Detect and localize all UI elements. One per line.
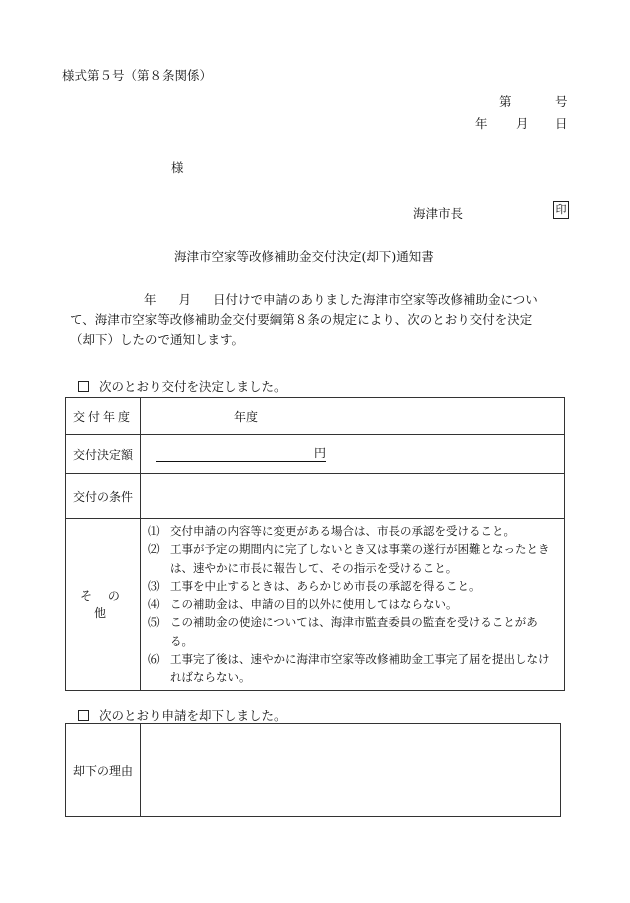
body-day-text: 日付けで申請のありました海津市空家等改修補助金につい xyxy=(213,292,538,307)
condition-number: ⑸ xyxy=(148,615,160,630)
condition-number: ⑵ xyxy=(148,542,160,557)
date-month: 月 xyxy=(516,116,529,131)
seal-mark: 印 xyxy=(553,201,569,219)
body-line-3: （却下）したので通知します。 xyxy=(70,332,245,347)
other-label: そ の 他 xyxy=(66,519,141,691)
reject-table xyxy=(65,723,561,817)
grant-heading-text: 次のとおり交付を決定しました。 xyxy=(99,379,287,394)
condition-text: 交付申請の内容等に変更がある場合は、市長の承認を受けること。 xyxy=(170,524,515,538)
grant-amount-cell[interactable] xyxy=(141,435,565,474)
number-suffix: 号 xyxy=(555,94,568,109)
body-month: 月 xyxy=(178,292,192,307)
grant-amount-value: 円 xyxy=(156,446,326,462)
document-title: 海津市空家等改修補助金交付決定(却下)通知書 xyxy=(174,249,434,264)
reject-section-heading xyxy=(78,706,287,724)
condition-text: 工事完了後は、速やかに海津市空家等改修補助金工事完了届を提出しなければならない。 xyxy=(170,652,550,685)
date-year: 年 xyxy=(475,116,488,131)
condition-number: ⑶ xyxy=(148,578,160,593)
grant-conditions-cell[interactable] xyxy=(141,474,565,519)
grant-conditions-label: 交付の条件 xyxy=(66,474,141,519)
condition-text: この補助金は、申請の目的以外に使用してはならない。 xyxy=(170,597,458,612)
grant-table xyxy=(65,397,565,691)
reject-heading-text: 次のとおり申請を却下しました。 xyxy=(99,708,287,723)
addressee: 様 xyxy=(171,160,184,175)
reject-reason-label: 却下の理由 xyxy=(66,724,141,817)
condition-item xyxy=(148,522,557,540)
grant-section-heading xyxy=(78,377,287,395)
reject-reason-cell[interactable] xyxy=(141,724,561,817)
checkbox-icon[interactable] xyxy=(78,710,89,721)
body-paragraph xyxy=(70,290,570,350)
fiscal-year-cell[interactable] xyxy=(141,398,565,435)
grant-amount-label: 交付決定額 xyxy=(66,435,141,474)
conditions-list xyxy=(142,520,563,689)
checkbox-icon[interactable] xyxy=(78,381,89,392)
condition-text: 工事を中止するときは、あらかじめ市長の承認を得ること。 xyxy=(170,578,481,593)
form-number: 様式第５号（第８条関係） xyxy=(62,68,213,83)
date-day: 日 xyxy=(555,116,568,131)
body-year: 年 xyxy=(144,292,157,307)
number-prefix: 第 xyxy=(499,94,512,109)
issuer-name: 海津市長 xyxy=(413,206,464,221)
condition-text: この補助金の使途については、海津市監査委員の監査を受けることがある。 xyxy=(170,615,538,648)
condition-item xyxy=(148,650,557,687)
body-line-2: て、海津市空家等改修補助金交付要綱第８条の規定により、次のとおり交付を決定 xyxy=(70,312,533,327)
condition-item xyxy=(148,613,557,650)
condition-text: 工事が予定の期間内に完了しないとき又は事業の遂行が困難となったときは、速やかに市長に報告して、その指示を受けること。 xyxy=(170,542,550,575)
condition-item xyxy=(148,577,557,595)
fiscal-year-label: 交付年度 xyxy=(66,398,141,435)
condition-number: ⑷ xyxy=(148,597,160,612)
condition-item xyxy=(148,540,557,577)
condition-number: ⑹ xyxy=(148,652,160,667)
condition-item xyxy=(148,595,557,613)
other-conditions-cell xyxy=(141,519,565,691)
fiscal-year-value: 年度 xyxy=(234,409,259,424)
condition-number: ⑴ xyxy=(148,524,160,538)
